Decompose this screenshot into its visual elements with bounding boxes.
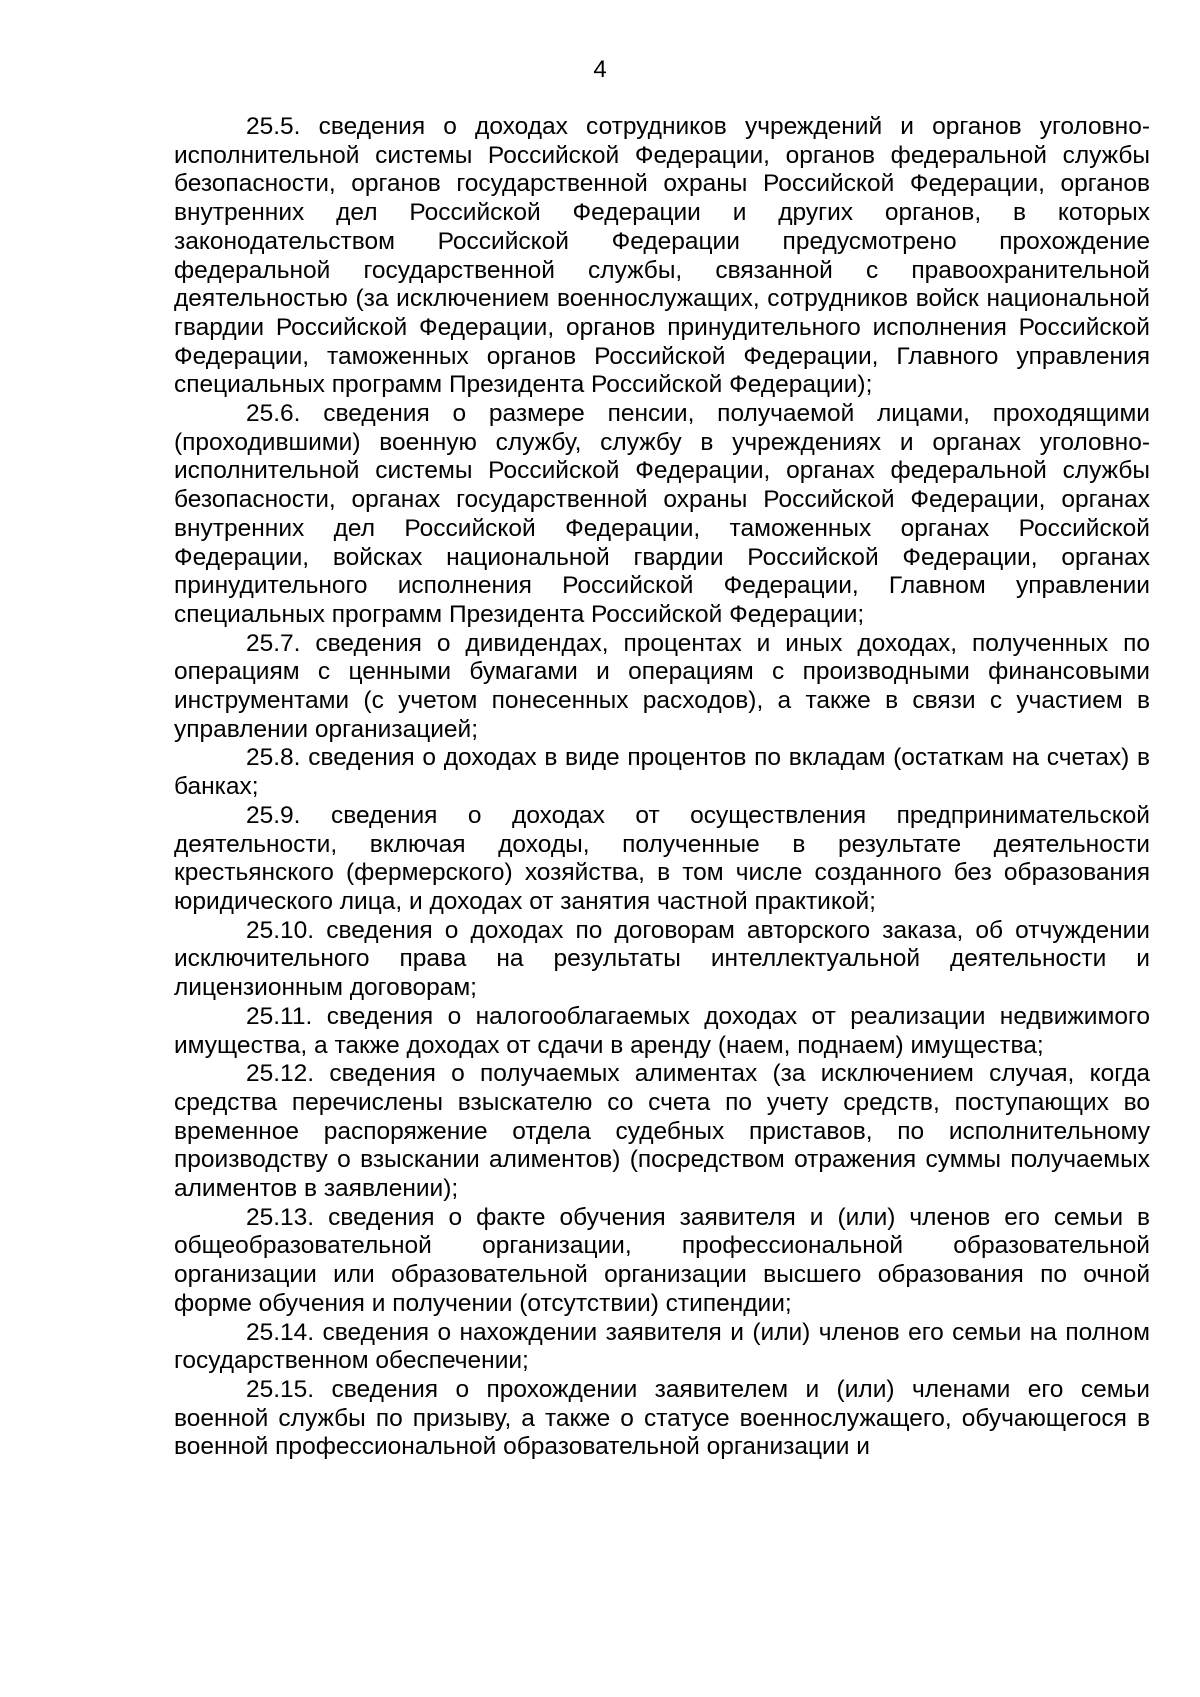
paragraph-25-15: 25.15. сведения о прохождении заявителем и (или) членами его семьи военной службы по призыву, а также о статусе военнослужащего, обучающегося в военной профессиональной образовательной организации и: [174, 1375, 1150, 1461]
paragraph-25-10: 25.10. сведения о доходах по договорам авторского заказа, об отчуждении исключительного права на результаты интеллектуальной деятельности и лицензионным договорам;: [174, 916, 1150, 1002]
document-body: [174, 113, 1150, 1462]
page-number: 4: [593, 56, 607, 83]
paragraph-25-9: 25.9. сведения о доходах от осуществления предпринимательской деятельности, включая доходы, полученные в результате деятельности крестьянского (фермерского) хозяйства, в том числе созданного без образования юридического лица, и доходах от занятия частной практикой;: [174, 801, 1150, 915]
paragraph-25-5: 25.5. сведения о доходах сотрудников учреждений и органов уголовно-исполнительной системы Российской Федерации, органов федеральной службы безопасности, органов государственной охраны Российской Федерации, органов внутренних дел Российской Федерации и других органов, в которых законодательством Российской Федерации предусмотрено прохождение федеральной государственной службы, связанной с правоохранительной деятельностью (за исключением военнослужащих, сотрудников войск национальной гвардии Российской Федерации, органов принудительного исполнения Российской Федерации, таможенных органов Российской Федерации, Главного управления специальных программ Президента Российской Федерации);: [174, 113, 1150, 399]
paragraph-25-6: 25.6. сведения о размере пенсии, получаемой лицами, проходящими (проходившими) военную службу, службу в учреждениях и органах уголовно-исполнительной системы Российской Федерации, органах федеральной службы безопасности, органах государственной охраны Российской Федерации, органах внутренних дел Российской Федерации, таможенных органах Российской Федерации, войсках национальной гвардии Российской Федерации, органах принудительного исполнения Российской Федерации, Главном управлении специальных программ Президента Российской Федерации;: [174, 400, 1150, 628]
paragraph-25-14: 25.14. сведения о нахождении заявителя и (или) членов его семьи на полном государственном обеспечении;: [174, 1318, 1150, 1375]
paragraph-25-11: 25.11. сведения о налогооблагаемых доходах от реализации недвижимого имущества, а также доходах от сдачи в аренду (наем, поднаем) имущества;: [174, 1002, 1150, 1059]
paragraph-25-7: 25.7. сведения о дивидендах, процентах и иных доходах, полученных по операциям с ценными бумагами и операциям с производными финансовыми инструментами (с учетом понесенных расходов), а также в связи с участием в управлении организацией;: [174, 629, 1150, 743]
paragraph-25-12: 25.12. сведения о получаемых алиментах (за исключением случая, когда средства перечислены взыскателю со счета по учету средств, поступающих во временное распоряжение отдела судебных приставов, по исполнительному производству о взыскании алиментов) (посредством отражения суммы получаемых алиментов в заявлении);: [174, 1060, 1150, 1203]
paragraph-25-13: 25.13. сведения о факте обучения заявителя и (или) членов его семьи в общеобразовательной организации, профессиональной образовательной организации или образовательной организации высшего образования по очной форме обучения и получении (отсутствии) стипендии;: [174, 1203, 1150, 1317]
paragraph-25-8: 25.8. сведения о доходах в виде процентов по вкладам (остаткам на счетах) в банках;: [174, 744, 1150, 801]
